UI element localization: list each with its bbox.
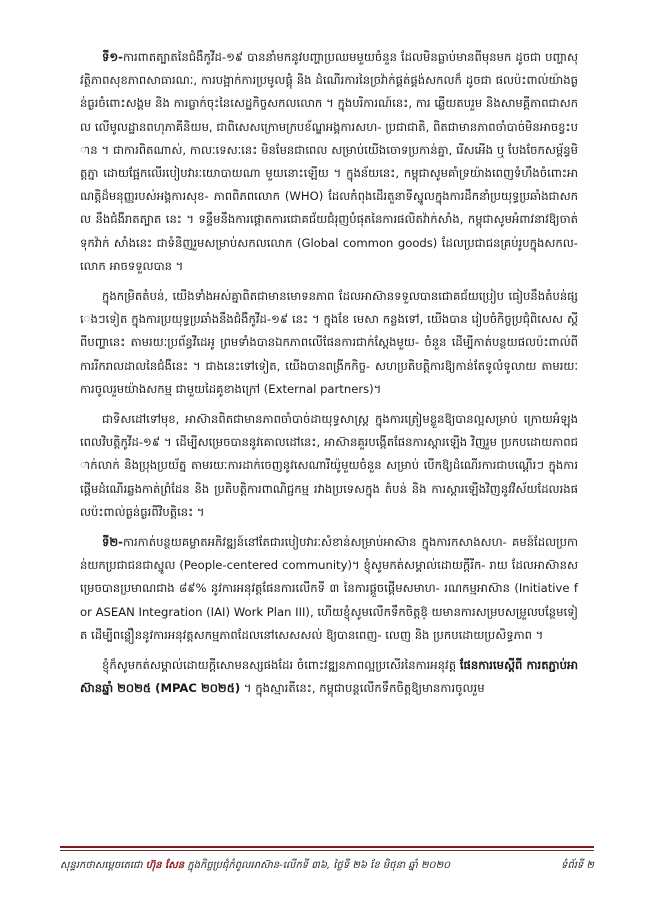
paragraph-5-tail: ។ ក្នុងស្មារតីនេះ, កម្ពុជាបន្តលើកទឹកចិត្តឱ្យមានការចូលរួម — [240, 681, 485, 696]
paragraph-4-text: ការកាត់បន្ថយគម្លាតអភិវឌ្ឍន៍នៅតែជារបៀបវារៈសំខាន់សម្រាប់អាស៊ាន ក្នុងការកសាងសហ- គមន៍ដែលប្រកាន់យកប្រជាជនជាស្នូល (People-centered community)។ ខ្ញុំសូមកត់សម្គាល់ដោយក្តីរីក- រាយ ដែលអាស៊ានសម្រេចបានប្រមាណជាង ៨៩% នូវការអនុវត្តផែនការលើកទី ៣ នៃការផ្តួចផ្តើមសមាហ- រណកម្មអាស៊ាន (Initiative for ASEAN Integration (IAI) Work Plan III), ហើយខ្ញុំសូមលើកទឹកចិត្តឱ្ យមានការសម្របសម្រួលបន្ថែមទៀត ដើម្បីពន្លឿននូវការអនុវត្តសកម្មភាពដែលនៅសេសសល់ ឱ្យបានពេញ- លេញ និង ប្រកបដោយប្រសិទ្ធភាព ។ — [80, 535, 578, 642]
paragraph-2-text: ក្នុងកម្រិតតំបន់, យើងទាំងអស់គ្នាពិតជាមានមោទនភាព ដែលអាស៊ានទទួលបានជោគជ័យប្រៀប ធៀបនឹងតំបន់ផ្សេងៗទៀត ក្នុងការប្រយុទ្ធប្រឆាំងនឹងជំងឺកូវីដ-១៩ នេះ ។ ក្នុងខែ មេសា កន្លងទៅ, យើងបាន រៀបចំកិច្ចប្រជុំពិសេស ស្តីពីបញ្ហានេះ តាមរយៈប្រព័ន្ធវីដេអូ ព្រមទាំងបានឯកភាពលើផែនការជាក់ស្តែងមួយ- ចំនួន ដើម្បីកាត់បន្ថយផលប៉ះពាល់ពីការរីករាលដាលនៃជំងឺនេះ ។ ជាងនេះទៅទៀត, យើងបានពង្រីកកិច្ច- សហប្រតិបត្តិការឱ្យកាន់តែទូលំទូលាយ តាមរយៈការចូលរួមយ៉ាងសកម្ម ជាមួយដៃគូខាងក្រៅ (External partners)។ — [80, 289, 578, 396]
footer-suffix: ក្នុងកិច្ចប្រជុំកំពូលអាស៊ាន-លើកទី ៣៦, ថ្ងៃទី ២៦ ខែ មិថុនា ឆ្នាំ ២០២០ — [184, 860, 451, 871]
footer-divider — [60, 846, 594, 848]
paragraph-2 — [80, 285, 578, 401]
paragraph-5-bold: ផែនការមេស្តីពី ការតភ្ជាប់អាស៊ានឆ្នាំ ២០២៥ (MPAC ២០២៥) — [80, 658, 578, 696]
footer-divider-thin — [60, 850, 594, 851]
paragraph-3-text: ជាទិសដៅទៅមុខ, អាស៊ានពិតជាមានភាពចាំបាច់ដាយុទ្ធសាស្ត្រ ក្នុងការត្រៀមខ្លួនឱ្យបានល្អសម្រាប់ ក្រោយអំឡុងពេលវិបត្តិកូវីដ-១៩ ។ ដើម្បីសម្រេចបាននូវគោលដៅនេះ, អាស៊ានគួរបង្កើតផែនការស្តារឡើង វិញរួម ប្រកបដោយភាពជាក់លាក់ និងប្រុងប្រយ័ត្ន តាមរយៈការដាក់ចេញនូវសេណារីយ៉ូមួយចំនួន សម្រាប់ បើកឱ្យដំណើរការជាបណ្តើរៗ ក្នុងការផ្តើមដំណើរឆ្លងកាត់ព្រំដែន និង ប្រតិបត្តិការពាណិជ្ជកម្ម រវាងប្រទេសក្នុង តំបន់ និង ការស្តារឡើងវិញនូវវិស័យដែលរងផលប៉ះពាល់ធ្ងន់ធ្ងរពីវិបត្តិនេះ ។ — [80, 412, 578, 519]
page-number: ទំព័រទី ២ — [561, 860, 594, 871]
paragraph-1 — [80, 46, 578, 278]
footer-speaker-name: ហ៊ុន សែន — [145, 860, 185, 871]
paragraph-1-text: ការពាតត្បាតនៃជំងឺកូវីដ-១៩ បាននាំមកនូវបញ្ហាប្រឈមមួយចំនួន ដែលមិនធ្លាប់មានពីមុនមក ដូចជា បញ្ហាសុវត្ថិភាពសុខភាពសាធារណៈ, ការបង្អាក់ការប្រមូលផ្តុំ និង ដំណើរការនៃច្រវ៉ាក់ផ្គត់ផ្គង់សកលក៏ ដូចជា ផលប៉ះពាល់យ៉ាងធ្ងន់ធ្ងរចំពោះសង្គម និង ការធ្លាក់ចុះនៃសេដ្ឋកិច្ចសកលលោក ។ ក្នុងបរិការណ៍នេះ, ការ ឆ្លើយតបរួម និងសាមគ្គីភាពជាសកល លើមូលដ្ឋានពហុភាគីនិយម, ជាពិសេសក្រោមក្របខ័ណ្ឌអង្គការសហ- ប្រជាជាតិ, ពិតជាមានភាពចាំបាច់មិនអាចខ្វះបាន ។ ជាការពិតណាស់, កាលៈទេសៈនេះ មិនមែនជាពេល សម្រាប់យើងចោទប្រកាន់គ្នា, រើសអើង ឬ បែងចែកសម្ព័ន្ធមិត្តភ្នា ដោយផ្អែកលើរបៀបវារៈយោបាយណា មួយនោះឡើយ ។ ក្នុងន័យនេះ, កម្ពុជាសូមគាំទ្រយ៉ាងពេញទំហឹងចំពោះអាណត្តិដ៏មនុញ្ញរបស់អង្គការសុខ- ភាពពិភពលោក (WHO) ដែលកំពុងដើរតួនាទីស្នូលក្នុងការដឹកនាំប្រយុទ្ធប្រឆាំងជាសកល នឹងជំងឺរាតត្បាត នេះ ។ ទន្ទឹមនឹងការផ្តោតការជោគជ័យជំរុញបំផុតនៃការផលិតវ៉ាក់សាំង, កម្ពុជាសូមអំពាវនាវឱ្យចាត់ទុកវ៉ាក់ សាំងនេះ ជាទំនិញរួមសម្រាប់សកលលោក (Global common goods) ដែលប្រជាជនគ្រប់រូបក្នុងសកល- លោក អាចទទួលបាន ។ — [80, 50, 578, 273]
paragraph-4 — [80, 531, 578, 647]
paragraph-1-lead: ទី១- — [102, 50, 123, 64]
paragraph-4-lead: ទី២- — [102, 535, 123, 550]
paragraph-5-text: ខ្ញុំក៏សូមកត់សម្គាល់ដោយក្តីសោមនស្សផងដែរ ចំពោះវឌ្ឍនភាពល្អប្រសើរនៃការអនុវត្ត — [102, 658, 460, 673]
paragraph-3 — [80, 408, 578, 524]
footer-caption — [60, 858, 450, 873]
footer-prefix: សុន្ទរកថាសម្តេចតេជោ — [60, 860, 146, 871]
paragraph-5 — [80, 654, 578, 700]
document-body — [80, 46, 578, 707]
